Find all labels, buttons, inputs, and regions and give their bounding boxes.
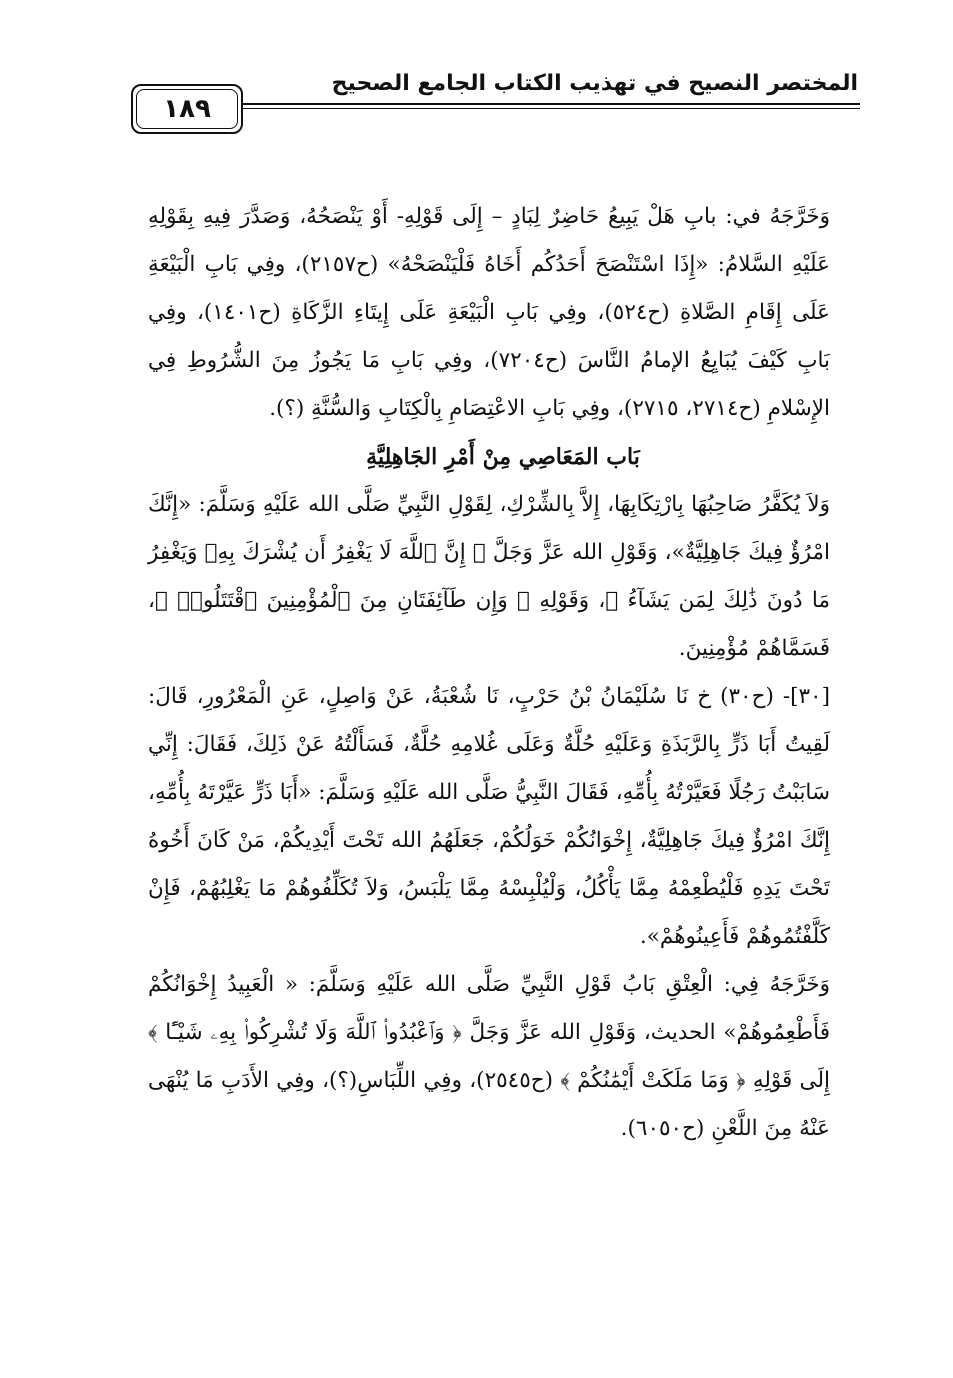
paragraph-hadith-30: [٣٠]- (ح٣٠) خ نَا سُلَيْمَانُ بْنُ حَرْبٍ، نَا شُعْبَةُ، عَنْ وَاصِلٍ، عَنِ الْمَعْرُورِ، قَالَ: لَقِيتُ أَبَا ذَرٍّ بِالرَّبَذَةِ وَعَلَيْهِ حُلَّةٌ وَعَلَى غُلامِهِ حُلَّةٌ، فَسَأَلْتُهُ عَنْ ذَلِكَ، فَقَالَ: إِنِّي سَابَبْتُ رَجُلًا فَعَيَّرْتُهُ بِأُمِّهِ، فَقَالَ النَّبِيُّ صَلَّى الله عَلَيْهِ وَسَلَّمَ: «أَبَا ذَرٍّ عَيَّرْتَهُ بِأُمِّهِ، إِنَّكَ امْرُؤٌ فِيكَ جَاهِلِيَّةٌ، إِخْوَانُكُمْ خَوَلُكُمْ، جَعَلَهُمُ الله تَحْتَ أَيْدِيكُمْ، مَنْ كَانَ أَخُوهُ تَحْتَ يَدِهِ فَلْيُطْعِمْهُ مِمَّا يَأْكُلُ، وَلْيُلْبِسْهُ مِمَّا يَلْبَسُ، وَلاَ تُكَلِّفُوهُمْ مَا يَغْلِبُهُمْ، فَإِنْ كَلَّفْتُمُوهُمْ فَأَعِينُوهُمْ». <box>148 684 830 949</box>
header-rule <box>138 103 860 105</box>
chapter-heading: بَاب المَعَاصِي مِنْ أَمْرِ الجَاهِلِيَّةِ <box>366 444 640 470</box>
paragraph-takhrij-1: وَخَرَّجَهُ في: بابِ هَلْ يَبِيعُ حَاضِرٌ لِبَادٍ – إِلَى قَوْلِهِ- أَوْ يَنْصَحُهُ، وَصَدَّرَ فِيهِ بِقَوْلِهِ عَلَيْهِ السَّلامُ: «إِذَا اسْتَنْصَحَ أَحَدُكُم أَخَاهُ فَلْيَنْصَحْهُ» (ح٢١٥٧)، وفِي بَابِ الْبَيْعَةِ عَلَى إِقَامِ الصَّلاةِ (ح٥٢٤)، وفِي بَابِ الْبَيْعَةِ عَلَى إِيتَاءِ الزَّكَاةِ (ح١٤٠١)، وفِي بَابِ كَيْفَ يُبَايِعُ الإمامُ النَّاسَ (ح٧٢٠٤)، وفِي بَابِ مَا يَجُوزُ مِنَ الشُّرُوطِ فِي الإِسْلامِ (ح٢٧١٤، ٢٧١٥)، وفِي بَابِ الاعْتِصَامِ بِالْكِتَابِ وَالسُّنَّةِ (؟). <box>148 204 831 421</box>
paragraph-chapter-intro: وَلاَ يُكَفَّرُ صَاحِبُهَا بِارْتِكَابِهَا، إِلاَّ بِالشِّرْكِ، لِقَوْلِ النَّبِيِّ صَلَّى الله عَلَيْهِ وَسَلَّمَ: «إِنَّكَ امْرُؤٌ فِيكَ جَاهِلِيَّةٌ»، وَقَوْلِ الله عَزَّ وَجَلَّ ﴿ إِنَّ ٱللَّهَ لَا يَغْفِرُ أَن يُشْرَكَ بِهِۦ وَيَغْفِرُ مَا دُونَ ذَٰلِكَ لِمَن يَشَآءُ ﴾، وَقَوْلِهِ ﴿ وَإِن طَآئِفَتَانِ مِنَ ٱلْمُؤْمِنِينَ ٱقْتَتَلُوا۟ ﴾، فَسَمَّاهُمْ مُؤْمِنِينَ. <box>148 492 830 661</box>
running-title: المختصر النصيح في تهذيب الكتاب الجامع الصحيح <box>331 71 858 96</box>
header-rule-thin <box>138 108 860 109</box>
paragraph-takhrij-2: وَخَرَّجَهُ فِي: الْعِتْقِ بَابُ قَوْلِ النَّبِيِّ صَلَّى الله عَلَيْهِ وَسَلَّمَ: « الْعَبِيدُ إِخْوَانُكُمْ فَأَطْعِمُوهُمْ» الحديث، وَقَوْلِ الله عَزَّ وَجَلَّ ﴿ وَٱعْبُدُوا۟ ٱللَّهَ وَلَا تُشْرِكُوا۟ بِهِۦ شَيْـًٔا ﴾ إِلَى قَوْلِهِ ﴿ وَمَا مَلَكَتْ أَيْمَٰنُكُمْ ﴾ (ح٢٥٤٥)، وفِي اللِّبَاسِ(؟)، وفِي الأَدَبِ مَا يُنْهَى عَنْهُ مِنَ اللَّعْنِ (ح٦٠٥٠). <box>148 972 831 1141</box>
page-number: ١٨٩ <box>163 94 211 124</box>
page-number-box <box>131 84 243 134</box>
page-body <box>148 193 858 1153</box>
